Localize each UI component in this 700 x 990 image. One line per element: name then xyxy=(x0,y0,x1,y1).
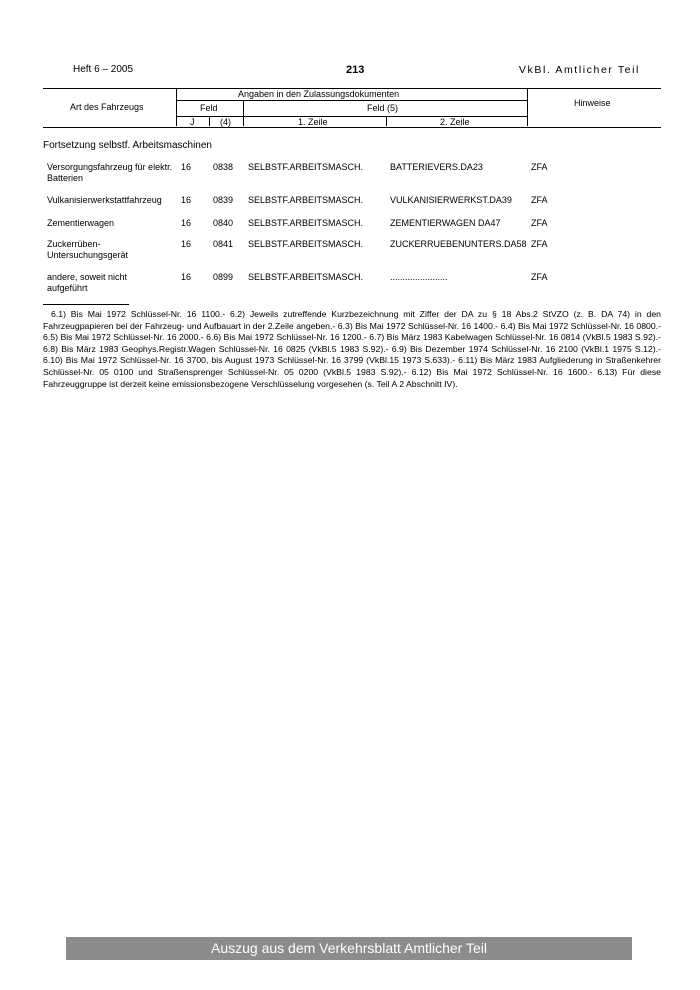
col-divider xyxy=(386,116,387,126)
vehicle-type: Zementierwagen xyxy=(47,218,115,228)
cell-j: 16 xyxy=(181,218,192,228)
publication-title: VkBl. Amtlicher Teil xyxy=(518,64,640,76)
footnotes: 6.1) Bis Mai 1972 Schlüssel-Nr. 16 1100.- 6.2) Jeweils zutreffende Kurzbezeichnung mit Ziffer der DA zu § 18 Abs.2 StVZO (z. B. DA 74) in den Fahrzeugpapieren bei der Fahrzeug- und Aufbauart in der 2.Zeile angeben.- 6.3) Bis Mai 1972 Schlüssel-Nr. 16 1400.- 6.4) Bis Mai 1972 Schlüssel-Nr. 16 0800.- 6.5) Bis Mai 1972 Schlüssel-Nr. 16 2000.- 6.6) Bis Mai 1972 Schlüssel-Nr. 16 1200.- 6.7) Bis März 1983 Kabelwagen Schlüssel-Nr. 16 0814 (VkBl.5 1983 S.92).- 6.8) Bis März 1983 Geophys.Registr.Wagen Schlüssel-Nr. 16 0825 (VkBl.5 1983 S.92).- 6.9) Bis Dezember 1974 Schlüssel-Nr. 16 2100 (VkBl.1 1975 S.12).- 6.10) Bis Mai 1972 Schlüssel-Nr. 16 3700, bis August 1973 Schlüssel-Nr. 16 3799 (VkBl.15 1973 S.633).- 6.11) Bis März 1983 Aufgliederung in Straßenkehrer Schlüssel-Nr. 05 0100 und Straßensprenger Schlüssel-Nr. 05 0200 (VkBl.5 1983 S.92).- 6.12) Bis Mai 1972 Schlüssel-Nr. 16 1600.- 6.13) Für diese Fahrzeuggruppe ist derzeit keine emissionsbezogene Verschlüsselung vorgesehen (s. Teil A 2 Abschnitt IV). xyxy=(43,309,661,389)
vehicle-type: Vulkanisierwerkstattfahrzeug xyxy=(47,195,162,205)
issue-label: Heft 6 – 2005 xyxy=(73,64,134,75)
col-zeile1: 1. Zeile xyxy=(298,117,328,127)
cell-zeile2: ZUCKERRUEBENUNTERS.DA58 xyxy=(390,239,527,249)
footnote-rule xyxy=(43,304,129,305)
cell-hinweise: ZFA xyxy=(531,218,548,228)
cell-zeile1: SELBSTF.ARBEITSMASCH. xyxy=(248,272,364,282)
cell-code: 0899 xyxy=(213,272,234,282)
page-number: 213 xyxy=(346,64,365,76)
group-title: Angaben in den Zulassungsdokumenten xyxy=(238,89,400,99)
cell-j: 16 xyxy=(181,239,192,249)
cell-hinweise: ZFA xyxy=(531,272,548,282)
cell-j: 16 xyxy=(181,272,192,282)
col-4: (4) xyxy=(220,117,231,127)
col-art: Art des Fahrzeugs xyxy=(70,102,144,112)
cell-j: 16 xyxy=(181,195,192,205)
col-zeile2: 2. Zeile xyxy=(440,117,470,127)
vehicle-type: Versorgungsfahrzeug für elektr. Batterien xyxy=(47,162,173,183)
cell-zeile1: SELBSTF.ARBEITSMASCH. xyxy=(248,218,364,228)
cell-hinweise: ZFA xyxy=(531,195,548,205)
cell-zeile2: ZEMENTIERWAGEN DA47 xyxy=(390,218,501,228)
col-divider xyxy=(243,100,244,126)
col-divider xyxy=(209,116,210,126)
col-divider xyxy=(527,89,528,126)
col-hinweise: Hinweise xyxy=(574,98,611,108)
footer-banner: Auszug aus dem Verkehrsblatt Amtlicher Teil xyxy=(66,937,632,960)
cell-zeile2: VULKANISIERWERKST.DA39 xyxy=(390,195,512,205)
col-feld: Feld xyxy=(200,103,218,113)
cell-zeile2: BATTERIEVERS.DA23 xyxy=(390,162,483,172)
cell-hinweise: ZFA xyxy=(531,239,548,249)
cell-code: 0838 xyxy=(213,162,234,172)
col-divider xyxy=(176,89,177,126)
col-feld5: Feld (5) xyxy=(367,103,399,113)
cell-hinweise: ZFA xyxy=(531,162,548,172)
vehicle-type: andere, soweit nicht aufgeführt xyxy=(47,272,128,293)
cell-j: 16 xyxy=(181,162,192,172)
cell-code: 0840 xyxy=(213,218,234,228)
section-title: Fortsetzung selbstf. Arbeitsmaschinen xyxy=(43,140,212,151)
table-header xyxy=(43,88,661,128)
row-divider xyxy=(176,100,527,101)
cell-zeile1: SELBSTF.ARBEITSMASCH. xyxy=(248,195,364,205)
cell-code: 0839 xyxy=(213,195,234,205)
cell-zeile1: SELBSTF.ARBEITSMASCH. xyxy=(248,162,364,172)
vehicle-type: Zuckerrüben-Untersuchungsgerät xyxy=(47,239,129,260)
cell-zeile1: SELBSTF.ARBEITSMASCH. xyxy=(248,239,364,249)
cell-code: 0841 xyxy=(213,239,234,249)
col-j: J xyxy=(190,117,195,127)
page-header xyxy=(73,64,640,78)
cell-zeile2: ....................... xyxy=(390,272,448,282)
